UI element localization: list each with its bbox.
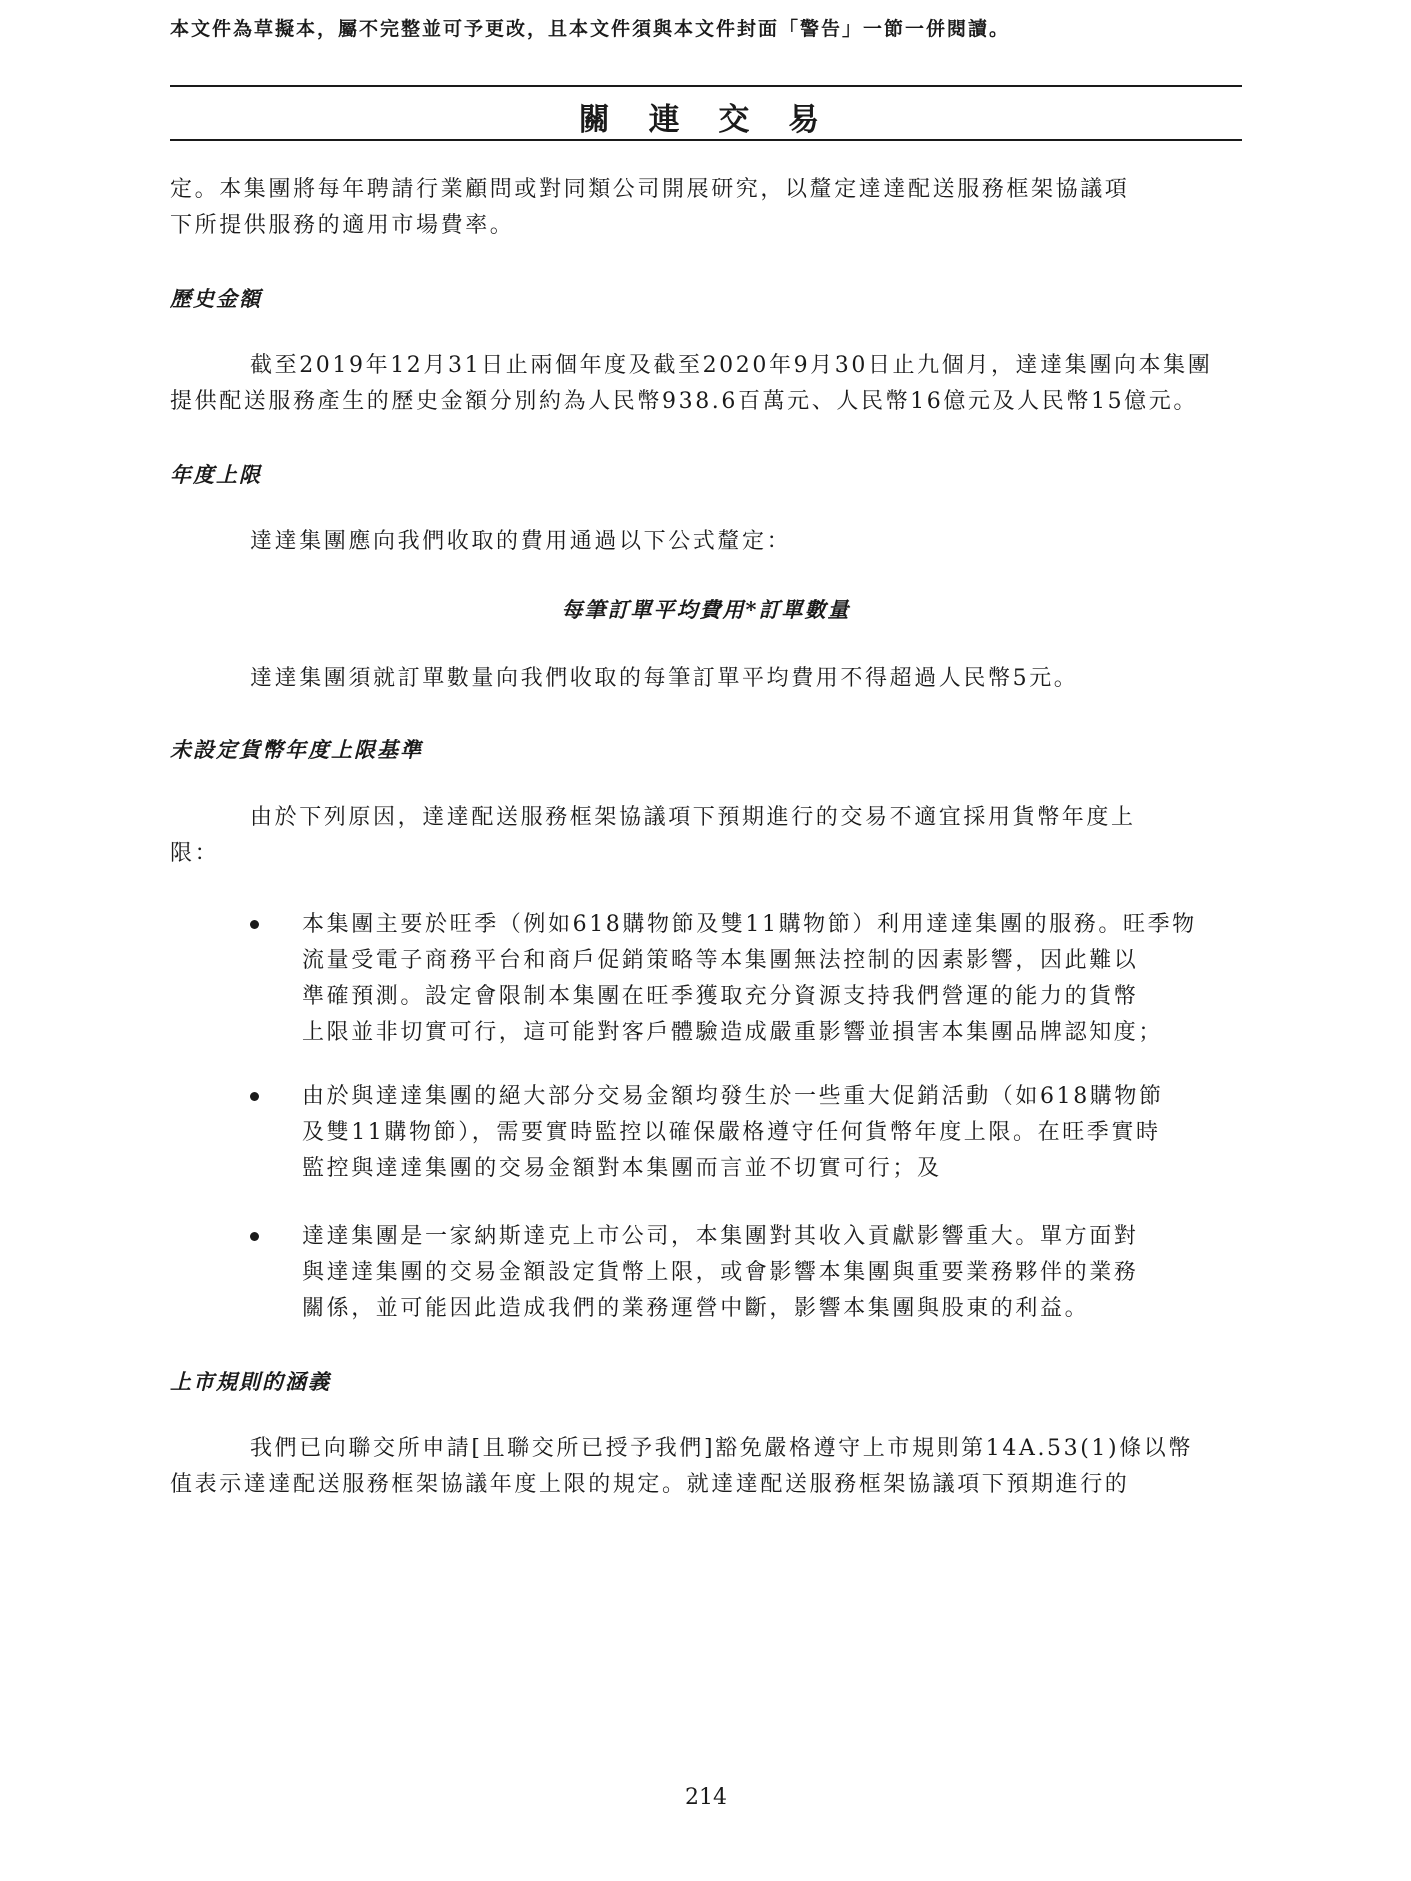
bullet-text xyxy=(302,1079,1242,1187)
intro-line: 定。本集團將每年聘請行業顧問或對同類公司開展研究，以釐定達達配送服務框架協議項 xyxy=(170,177,1130,202)
no-cap-line: 限： xyxy=(170,841,220,866)
historical-line: 截至2019年12月31日止兩個年度及截至2020年9月30日止九個月，達達集團向本集團 xyxy=(250,353,1213,378)
bullet-line: 監控與達達集團的交易金額對本集團而言並不切實可行；及 xyxy=(302,1156,942,1181)
annual-cap-line: 達達集團應向我們收取的費用通過以下公式釐定： xyxy=(250,529,792,554)
bullet-line: 由於與達達集團的絕大部分交易金額均發生於一些重大促銷活動（如618購物節 xyxy=(302,1084,1164,1109)
fee-limit-paragraph xyxy=(170,661,1242,697)
title-top-rule xyxy=(170,85,1242,87)
page-number: 214 xyxy=(685,1785,727,1810)
bullet-line: 流量受電子商務平台和商戶促銷策略等本集團無法控制的因素影響，因此難以 xyxy=(302,948,1139,973)
historical-heading: 歷史金額 xyxy=(170,286,262,311)
bullet-line: 關係，並可能因此造成我們的業務運營中斷，影響本集團與股東的利益。 xyxy=(302,1296,1090,1321)
historical-line: 提供配送服務產生的歷史金額分別約為人民幣938.6百萬元、人民幣16億元及人民幣15億元。 xyxy=(170,389,1198,414)
bullet-text xyxy=(302,1219,1242,1327)
bullet-line: 達達集團是一家納斯達克上市公司，本集團對其收入貢獻影響重大。單方面對 xyxy=(302,1224,1139,1249)
bullet-icon xyxy=(250,920,259,929)
bullet-line: 本集團主要於旺季（例如618購物節及雙11購物節）利用達達集團的服務。旺季物 xyxy=(302,912,1197,937)
no-cap-heading: 未設定貨幣年度上限基準 xyxy=(170,737,423,762)
bullet-line: 上限並非切實可行，這可能對客戶體驗造成嚴重影響並損害本集團品牌認知度； xyxy=(302,1020,1164,1045)
document-page xyxy=(170,0,1242,1881)
draft-warning-note: 本文件為草擬本，屬不完整並可予更改，且本文件須與本文件封面「警告」一節一併閱讀。 xyxy=(170,18,1011,40)
bullet-line: 準確預測。設定會限制本集團在旺季獲取充分資源支持我們營運的能力的貨幣 xyxy=(302,984,1139,1009)
bullet-icon xyxy=(250,1092,259,1101)
listing-rules-line: 值表示達達配送服務框架協議年度上限的規定。就達達配送服務框架協議項下預期進行的 xyxy=(170,1472,1130,1497)
bullet-icon xyxy=(250,1232,259,1241)
listing-rules-heading: 上市規則的涵義 xyxy=(170,1369,331,1394)
listing-rules-line: 我們已向聯交所申請[且聯交所已授予我們]豁免嚴格遵守上市規則第14A.53(1)條以幣 xyxy=(250,1436,1194,1461)
annual-cap-heading: 年度上限 xyxy=(170,462,262,487)
no-cap-paragraph xyxy=(170,800,1242,872)
title-bottom-rule xyxy=(170,139,1242,141)
bullet-line: 及雙11購物節），需要實時監控以確保嚴格遵守任何貨幣年度上限。在旺季實時 xyxy=(302,1120,1161,1145)
intro-line: 下所提供服務的適用市場費率。 xyxy=(170,213,515,238)
no-cap-line: 由於下列原因，達達配送服務框架協議項下預期進行的交易不適宜採用貨幣年度上 xyxy=(250,805,1136,830)
historical-paragraph xyxy=(170,348,1242,420)
annual-cap-paragraph xyxy=(170,524,1242,560)
listing-rules-paragraph xyxy=(170,1431,1242,1503)
intro-paragraph xyxy=(170,172,1242,244)
bullet-line: 與達達集團的交易金額設定貨幣上限，或會影響本集團與重要業務夥伴的業務 xyxy=(302,1260,1139,1285)
section-title: 關 連 交 易 xyxy=(578,102,834,138)
fee-limit-line: 達達集團須就訂單數量向我們收取的每筆訂單平均費用不得超過人民幣5元。 xyxy=(250,666,1079,691)
fee-formula: 每筆訂單平均費用*訂單數量 xyxy=(561,597,851,622)
bullet-text xyxy=(302,907,1242,1051)
